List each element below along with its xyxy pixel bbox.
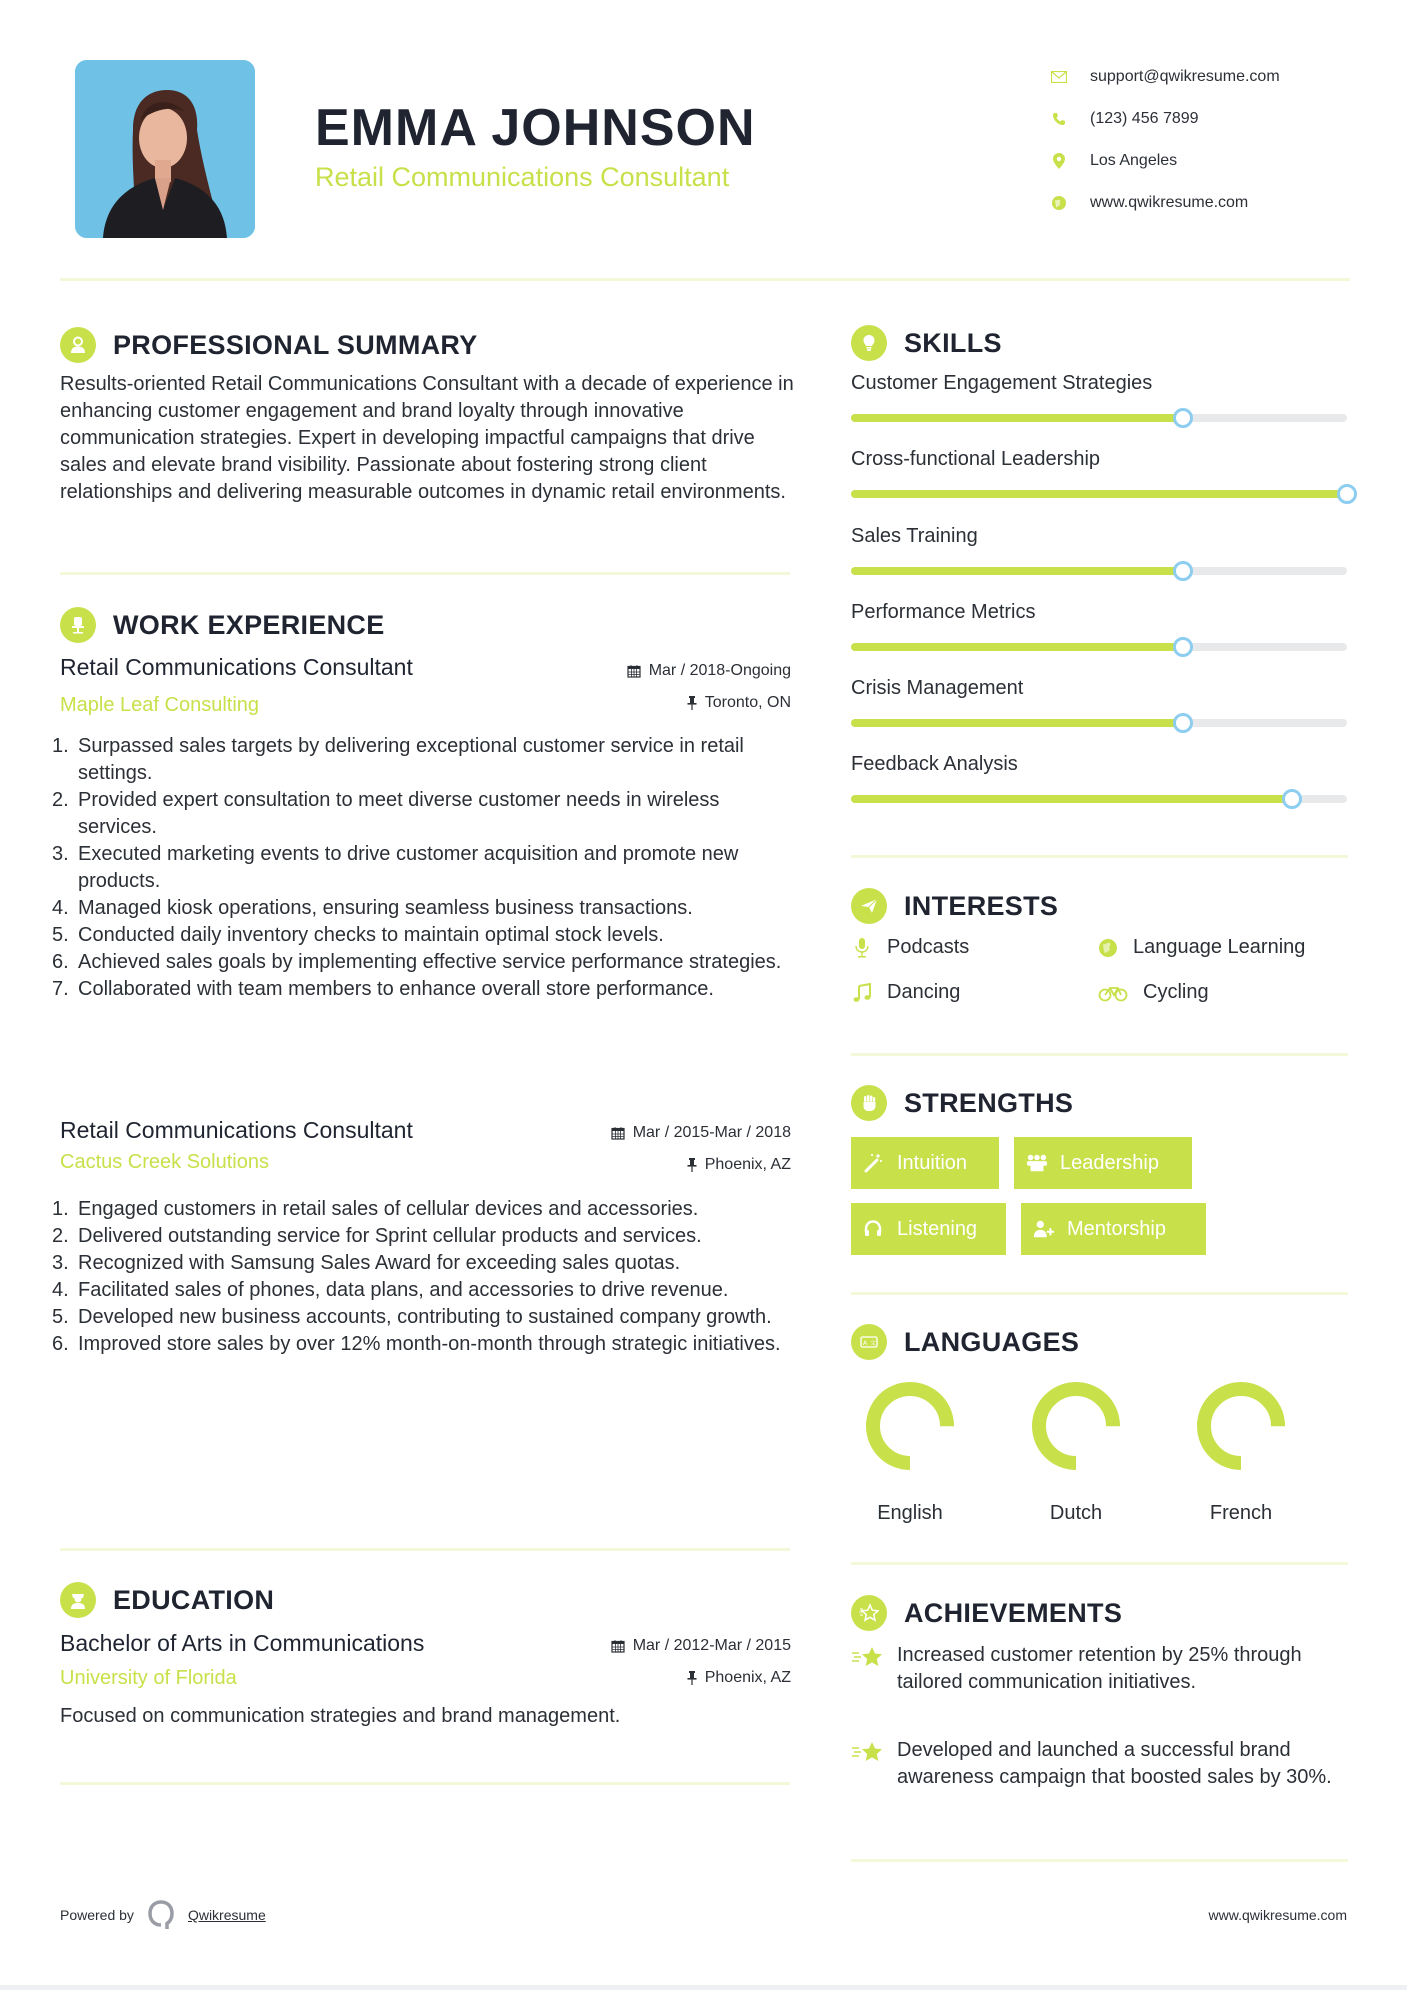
list-item: 6. Achieved sales goals by implementing effective service performance strategies. <box>52 951 782 973</box>
contact-phone[interactable] <box>1050 98 1370 140</box>
language-label: Dutch <box>1049 1502 1103 1524</box>
education-divider <box>60 1782 790 1785</box>
skills-divider <box>851 855 1348 858</box>
skills-title: SKILLS <box>904 327 1002 358</box>
languages-title: LANGUAGES <box>904 1326 1080 1357</box>
shooting-star-icon <box>851 1644 885 1670</box>
skill-item <box>851 448 1351 498</box>
strengths-heading <box>851 1085 1073 1121</box>
music-note-icon <box>851 982 873 1004</box>
strength-label: Listening <box>897 1217 978 1240</box>
achievement-text: Increased customer retention by 25% through tailored communication initiatives. <box>897 1644 1302 1693</box>
interest-label: Language Learning <box>1133 936 1306 958</box>
skill-handle <box>1173 408 1193 428</box>
list-item: 3. Executed marketing events to drive customer acquisition and promote new products. <box>52 843 739 892</box>
job-1-location <box>687 694 791 712</box>
magic-wand-icon <box>863 1152 885 1174</box>
office-chair-icon <box>60 607 96 643</box>
strength-label: Intuition <box>897 1151 968 1174</box>
qwikresume-link[interactable]: Qwikresume <box>187 1907 266 1923</box>
skill-handle <box>1173 561 1193 581</box>
languages-divider <box>851 1562 1348 1565</box>
contact-website[interactable] <box>1050 182 1370 224</box>
language-label: French <box>1209 1502 1273 1524</box>
strength-label: Leadership <box>1060 1151 1159 1174</box>
skill-item <box>851 372 1351 422</box>
list-item: 2. Delivered outstanding service for Sprint cellular products and services. <box>52 1225 702 1247</box>
skill-label: Feedback Analysis <box>851 753 1018 775</box>
school-name: University of Florida <box>60 1667 237 1689</box>
footer-website-link[interactable]: www.qwikresume.com <box>1208 1907 1347 1923</box>
skill-bar <box>851 795 1347 803</box>
skill-label: Performance Metrics <box>851 601 1036 623</box>
bicycle-icon <box>1097 982 1129 1004</box>
strength-tag-intuition <box>851 1137 999 1189</box>
job-2-location <box>687 1156 791 1174</box>
candidate-title: Retail Communications Consultant <box>315 162 730 192</box>
list-item: 5. Developed new business accounts, contributing to sustained company growth. <box>52 1306 772 1328</box>
svg-text:文: 文 <box>870 1340 877 1347</box>
calendar-icon <box>611 1126 625 1140</box>
interest-label: Dancing <box>887 981 961 1003</box>
user-plus-icon <box>1033 1218 1055 1240</box>
education-dates-text: Mar / 2012-Mar / 2015 <box>632 1637 791 1654</box>
education-title: EDUCATION <box>113 1584 275 1615</box>
skills-heading <box>851 325 1002 361</box>
skill-handle <box>1173 637 1193 657</box>
group-icon <box>1026 1152 1048 1174</box>
interest-item <box>1097 981 1209 1004</box>
footer-powered-by <box>60 1900 266 1930</box>
job-1-location-text: Toronto, ON <box>704 694 791 711</box>
work-heading <box>60 607 385 643</box>
list-item: 1. Surpassed sales targets by delivering exceptional customer service in retail settings. <box>52 735 744 784</box>
language-ring <box>1193 1378 1289 1474</box>
user-icon <box>60 327 96 363</box>
globe-icon <box>1050 194 1068 212</box>
skill-item <box>851 753 1351 803</box>
interests-divider <box>851 1053 1348 1056</box>
achievements-heading <box>851 1595 1122 1631</box>
job-1-company: Maple Leaf Consulting <box>60 694 260 716</box>
languages-heading <box>851 1324 1079 1360</box>
summary-title: PROFESSIONAL SUMMARY <box>113 329 478 360</box>
skill-label: Crisis Management <box>851 677 1024 699</box>
skill-bar <box>851 567 1347 575</box>
headphones-icon <box>863 1218 885 1240</box>
pushpin-icon <box>687 1671 697 1685</box>
summary-text: Results-oriented Retail Communications Consultant with a decade of experience in enhancing customer engagement and brand loyalty through innovative communication strategies. Expert in developing impactful campaigns that drive sales and elevate brand visibility. Passionate about fostering strong client relationships and delivering measurable outcomes in dynamic retail environments. <box>60 373 794 503</box>
location-icon <box>1050 152 1068 170</box>
strength-tag-mentorship <box>1021 1203 1206 1255</box>
skill-item <box>851 525 1351 575</box>
qwikresume-logo-icon <box>148 1900 174 1930</box>
summary-heading <box>60 327 478 363</box>
list-item: 3. Recognized with Samsung Sales Award for exceeding sales quotas. <box>52 1252 681 1274</box>
education-dates <box>611 1637 791 1655</box>
job-1-bullets <box>52 733 792 1003</box>
education-description: Focused on communication strategies and brand management. <box>60 1705 621 1727</box>
achievements-title: ACHIEVEMENTS <box>904 1597 1123 1628</box>
list-item: 5. Conducted daily inventory checks to maintain optimal stock levels. <box>52 924 664 946</box>
education-location-text: Phoenix, AZ <box>704 1669 791 1686</box>
skill-label: Sales Training <box>851 525 978 547</box>
calendar-icon <box>611 1639 625 1653</box>
strengths-title: STRENGTHS <box>904 1087 1074 1118</box>
contact-website-text: www.qwikresume.com <box>1090 194 1249 211</box>
job-1-dates-text: Mar / 2018-Ongoing <box>648 662 791 679</box>
achievements-divider <box>851 1859 1348 1862</box>
interest-item <box>851 981 960 1004</box>
skill-handle <box>1337 484 1357 504</box>
interest-label: Podcasts <box>887 936 970 958</box>
job-1-title: Retail Communications Consultant <box>60 654 413 680</box>
education-location <box>687 1669 791 1687</box>
contact-email[interactable] <box>1050 56 1370 98</box>
language-ring <box>862 1378 958 1474</box>
candidate-name: EMMA JOHNSON <box>315 99 756 157</box>
job-2-bullets <box>52 1196 792 1358</box>
microphone-icon <box>851 937 873 959</box>
phone-icon <box>1050 110 1068 128</box>
list-item: 2. Provided expert consultation to meet diverse customer needs in wireless services. <box>52 789 720 838</box>
language-item <box>1181 1378 1301 1525</box>
skill-item <box>851 601 1351 651</box>
interest-item <box>1097 936 1305 959</box>
achievement-item <box>851 1642 1351 1696</box>
language-item <box>1016 1378 1136 1525</box>
header-divider <box>60 278 1350 281</box>
list-item: 4. Facilitated sales of phones, data plans, and accessories to drive revenue. <box>52 1279 729 1301</box>
star-badge-icon <box>851 1595 887 1631</box>
interest-label: Cycling <box>1143 981 1209 1003</box>
strengths-divider <box>851 1292 1348 1295</box>
contact-phone-text: (123) 456 7899 <box>1090 110 1199 127</box>
job-2-title: Retail Communications Consultant <box>60 1117 413 1143</box>
interests-heading <box>851 888 1058 924</box>
job-2-location-text: Phoenix, AZ <box>704 1156 791 1173</box>
skill-bar <box>851 643 1347 651</box>
achievement-text: Developed and launched a successful brand awareness campaign that boosted sales by 30%. <box>897 1739 1332 1788</box>
summary-divider <box>60 572 790 575</box>
degree-title: Bachelor of Arts in Communications <box>60 1630 425 1656</box>
list-item: 4. Managed kiosk operations, ensuring seamless business transactions. <box>52 897 693 919</box>
contact-email-text: support@qwikresume.com <box>1090 68 1280 85</box>
skill-handle <box>1173 713 1193 733</box>
fist-icon <box>851 1085 887 1121</box>
graduate-icon <box>60 1582 96 1618</box>
pushpin-icon <box>687 696 697 710</box>
contact-location <box>1050 140 1370 182</box>
strength-label: Mentorship <box>1067 1217 1166 1240</box>
language-label: English <box>877 1502 943 1524</box>
skill-bar <box>851 719 1347 727</box>
pushpin-icon <box>687 1158 697 1172</box>
contact-block <box>1050 56 1370 224</box>
skill-bar <box>851 490 1347 498</box>
job-2-dates-text: Mar / 2015-Mar / 2018 <box>632 1124 791 1141</box>
list-item: 7. Collaborated with team members to enhance overall store performance. <box>52 978 714 1000</box>
shooting-star-icon <box>851 1739 885 1765</box>
skill-label: Cross-functional Leadership <box>851 448 1101 470</box>
paper-plane-icon <box>851 888 887 924</box>
skill-item <box>851 677 1351 727</box>
skill-handle <box>1282 789 1302 809</box>
email-icon <box>1050 68 1068 86</box>
achievement-item <box>851 1737 1351 1791</box>
interest-item <box>851 936 969 959</box>
list-item: 6. Improved store sales by over 12% month-on-month through strategic initiatives. <box>52 1333 781 1355</box>
profile-photo <box>75 60 255 238</box>
contact-location-text: Los Angeles <box>1090 152 1178 169</box>
powered-by-label: Powered by <box>60 1907 134 1923</box>
list-item: 1. Engaged customers in retail sales of cellular devices and accessories. <box>52 1198 699 1220</box>
strength-tag-listening <box>851 1203 1006 1255</box>
job-1-dates <box>627 662 791 680</box>
work-title: WORK EXPERIENCE <box>113 609 385 640</box>
page-bottom-edge <box>0 1985 1407 1990</box>
lightbulb-icon <box>851 325 887 361</box>
translate-icon <box>851 1324 887 1360</box>
svg-text:A: A <box>863 1340 868 1347</box>
education-heading <box>60 1582 274 1618</box>
globe-icon <box>1097 937 1119 959</box>
skill-label: Customer Engagement Strategies <box>851 372 1153 394</box>
job-2-dates <box>611 1124 791 1142</box>
job-2-company: Cactus Creek Solutions <box>60 1151 269 1173</box>
skill-bar <box>851 414 1347 422</box>
language-ring <box>1028 1378 1124 1474</box>
strength-tag-leadership <box>1014 1137 1192 1189</box>
work-divider <box>60 1548 790 1551</box>
calendar-icon <box>627 664 641 678</box>
language-item <box>850 1378 970 1525</box>
interests-title: INTERESTS <box>904 890 1059 921</box>
